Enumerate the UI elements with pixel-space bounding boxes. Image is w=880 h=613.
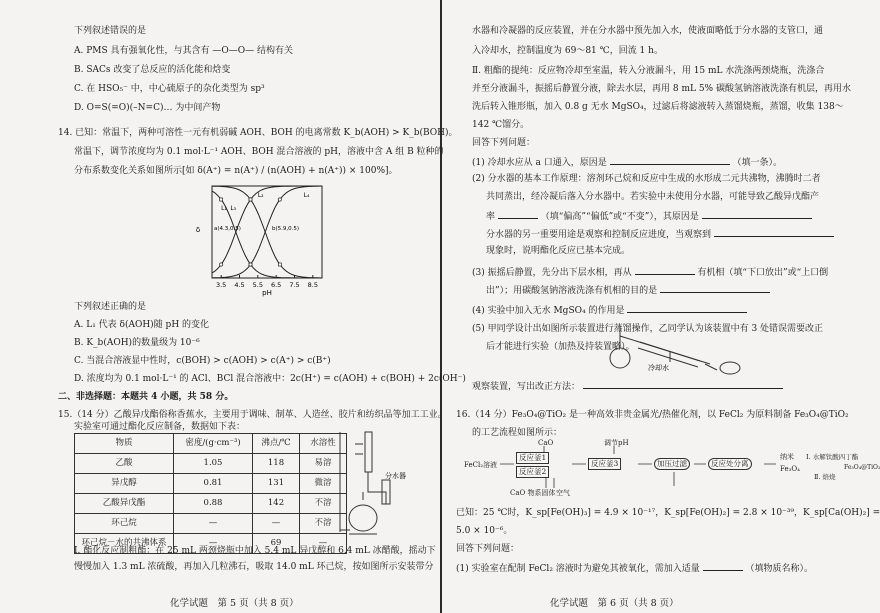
q15-step1-line2: 慢慢加入 1.3 mL 浓硫酸，再加入几粒沸石，吸取 14.0 mL 环己烷，按如图所示安装带分 <box>74 562 434 572</box>
table-header-cell: 沸点/℃ <box>253 434 300 454</box>
column-divider <box>440 0 442 613</box>
page-footer-left: 化学试题 第 5 页（共 8 页） <box>170 597 299 609</box>
q15-part3-line2 <box>486 282 770 300</box>
x-tick-label: 4.5 <box>234 281 245 289</box>
q16-line2: 的工艺流程如图所示： <box>472 428 563 438</box>
chart-annotation: a(4.3,0.5) <box>214 226 241 233</box>
flow-step-separate: 反应处分离 <box>708 458 752 470</box>
series-label: L₃ <box>230 204 237 212</box>
q15-part2-line5: 现象时，说明酯化反应已基本完成。 <box>486 246 631 256</box>
series-label: L₁ <box>221 204 227 212</box>
flow-reagent-cao: CaO <box>538 439 554 447</box>
distribution-chart <box>190 182 330 300</box>
flow-air: 空气 <box>556 489 570 497</box>
page-footer-right: 化学试题 第 6 页（共 8 页） <box>550 597 679 609</box>
q14-line3: 分布系数变化关系如图所示[如 δ(A⁺) = n(A⁺) / (n(AOH) + n(A⁺)) × 100%]。 <box>74 166 398 176</box>
q13-option-b: B. SACs 改变了总反应的活化能和焓变 <box>74 65 231 75</box>
answer-blank[interactable] <box>610 154 730 165</box>
q13-option-d: D. O=S(=O)(–N=C)… 为中间产物 <box>74 103 221 113</box>
q15-answer-prompt: 回答下列问题： <box>472 138 536 148</box>
table-cell: 微溶 <box>300 474 347 494</box>
table-cell: 不溶 <box>300 494 347 514</box>
process-flow-diagram <box>464 439 880 502</box>
y-axis-label: δ <box>195 226 201 234</box>
q14-option-b: B. K_b(AOH)的数量级为 10⁻⁶ <box>74 338 200 348</box>
q15-part3-text: (3) 振摇后静置，先分出下层水相，再从 <box>472 268 632 278</box>
table-cell: 69 <box>253 534 300 554</box>
data-point <box>278 263 281 266</box>
chart-annotation: b(5.9,0.5) <box>272 226 300 233</box>
q15-part2-text3: 分水器的另一重要用途是观察和控制反应进度，当观察到 <box>486 230 712 240</box>
q15-part2-line4 <box>486 226 834 244</box>
q15-line2: 实验室可通过酯化反应制备，数据如下表： <box>74 422 246 432</box>
q14-option-c: C. 当混合溶液显中性时，c(BOH) > c(AOH) > c(A⁺) > c(B⁺) <box>74 356 331 366</box>
table-row <box>75 514 347 534</box>
q16-known-line2: 5.0 × 10⁻⁶。 <box>456 526 513 536</box>
flow-step-reactor3: 反应釜3 <box>588 458 621 470</box>
table-cell: — <box>300 534 347 554</box>
flow-step-ii: Ⅱ. 焙烧 <box>814 473 836 481</box>
q15-part3-line1 <box>472 264 828 282</box>
flow-source: FeCl₂溶液 <box>464 461 498 469</box>
right-column <box>450 0 880 613</box>
table-row <box>75 494 347 514</box>
data-point <box>278 198 281 201</box>
q14-prompt: 下列叙述正确的是 <box>74 302 147 312</box>
table-cell: — <box>253 514 300 534</box>
table-cell: 142 <box>253 494 300 514</box>
table-cell: 1.05 <box>174 454 253 474</box>
data-point <box>220 198 223 201</box>
table-cell: 环己烷－水的共沸体系 <box>75 534 174 554</box>
table-cell: 0.88 <box>174 494 253 514</box>
section-heading: 二、非选择题：本题共 4 小题，共 58 分。 <box>58 392 234 402</box>
table-header-cell: 水溶性 <box>300 434 347 454</box>
q15-part2-line2: 共同蒸出，经冷凝后落入分水器中。若实验中未使用分水器，可能导致乙酸异戊酯产 <box>486 192 820 202</box>
table-header-cell: 密度/(g·cm⁻³) <box>174 434 253 454</box>
q16-answer-prompt: 回答下列问题： <box>456 544 520 554</box>
apparatus-label: 冷却水 <box>648 364 669 372</box>
reflux-apparatus-illustration <box>335 430 415 540</box>
flow-output: Fe₃O₄@TiO₂ <box>844 464 880 471</box>
q16-known-line1: 已知：25 ℃时，K_sp[Fe(OH)₃] = 4.9 × 10⁻¹⁷，K_sp[Fe(OH)₂] = 2.8 × 10⁻³⁹，K_sp[Ca(OH)₂] = <box>456 508 880 518</box>
x-tick-label: 6.5 <box>270 281 282 289</box>
q15-part2-text: 率 <box>486 212 496 222</box>
x-tick-label: 5.5 <box>252 281 264 289</box>
flow-byproduct: CaO 物系固体 <box>510 489 556 497</box>
table-cell: 乙酸异戊酯 <box>75 494 174 514</box>
answer-blank[interactable] <box>702 208 812 219</box>
series-label: L₄ <box>303 192 310 200</box>
q15-part5-text: 观察装置，写出改正方法： <box>472 382 581 392</box>
q15-step1-line1: Ⅰ. 酯化反应制粗酯：在 25 mL 两颈烧瓶中加入 5.4 mL 异戊醇和 6.4 mL 冰醋酸，摇动下 <box>74 546 436 556</box>
q15-step2-line2: 并至分液漏斗，振摇后静置分液，除去水层，再用 8 mL 5% 碳酸氢钠溶液洗涤有机层，再用水 <box>472 84 851 94</box>
q15-part4-text: (4) 实验中加入无水 MgSO₄ 的作用是 <box>472 306 625 316</box>
q15-part3-text2: 有机相（填“下口放出”或“上口倒 <box>697 268 829 278</box>
q16-part1-text: (1) 实验室在配制 FeCl₂ 溶液时为避免其被氧化，需加入适量 <box>456 564 700 574</box>
table-row <box>75 454 347 474</box>
flow-step-reactor1: 反应釜1 <box>516 452 549 464</box>
answer-blank[interactable] <box>660 282 770 293</box>
table-cell: — <box>174 514 253 534</box>
q14-option-a: A. L₁ 代表 δ(AOH)随 pH 的变化 <box>74 320 210 330</box>
properties-table <box>74 433 347 554</box>
table-header-row <box>75 434 347 454</box>
q15-part5-line1: (5) 甲同学设计出如图所示装置进行蒸馏操作，乙同学认为该装置中有 3 处错误需要改正 <box>472 324 824 334</box>
q15-part5-line2: 后才能进行实验（加热及持装置略）。 <box>486 342 635 352</box>
q13-option-a: A. PMS 具有强氧化性，与其含有 —O—O— 结构有关 <box>74 46 293 56</box>
q13-option-c: C. 在 HSO₅⁻ 中，中心硫原子的杂化类型为 sp³ <box>74 84 265 94</box>
flow-step-filter: 加压过滤 <box>654 458 690 470</box>
q14-line2: 常温下，调节浓度均为 0.1 mol·L⁻¹ AOH、BOH 混合溶液的 pH，溶液中含 A 组 B 粒种的 <box>74 147 444 157</box>
table-cell: 乙酸 <box>75 454 174 474</box>
table-cell: 131 <box>253 474 300 494</box>
q15-part1-text: (1) 冷却水应从 a 口通入，原因是 <box>472 158 607 168</box>
q15-part1-suffix: （填一条）。 <box>732 158 782 168</box>
data-point <box>249 198 252 201</box>
answer-blank[interactable] <box>583 378 783 389</box>
q15-part1 <box>472 154 782 172</box>
table-cell: 不溶 <box>300 514 347 534</box>
answer-blank[interactable] <box>498 208 538 219</box>
x-axis-label: pH <box>262 289 272 297</box>
table-cell: 异戊醇 <box>75 474 174 494</box>
q15-part2-line3 <box>486 208 812 226</box>
q15-part5-line3 <box>472 378 783 396</box>
q13-prompt: 下列叙述错误的是 <box>74 26 147 36</box>
x-tick-label: 7.5 <box>289 281 300 289</box>
q14-line1: 14. 已知：常温下，两种可溶性一元有机弱碱 AOH、BOH 的电离常数 K_b(AOH) > K_b(BOH)。 <box>58 128 458 138</box>
table-cell: 118 <box>253 454 300 474</box>
q15-step2-line3: 洗后转入锥形瓶，加入 0.8 g 无水 MgSO₄，过滤后将滤液转入蒸馏烧瓶，蒸馏，收集 138～ <box>472 102 844 112</box>
q14-option-d: D. 浓度均为 0.1 mol·L⁻¹ 的 ACl、BCl 混合溶液中：2c(H⁺) = c(AOH) + c(BOH) + 2c(OH⁻) <box>74 374 466 384</box>
q16-line1: 16.（14 分）Fe₃O₄@TiO₂ 是一种高效非贵金属光/热催化剂，以 FeCl₂ 为原料制备 Fe₃O₄@TiO₂ <box>456 410 849 420</box>
table-row <box>75 474 347 494</box>
q15-cont-line1: 水器和冷凝器的反应装置，并在分水器中预先加入水，使液面略低于分水器的支管口，通 <box>472 26 824 36</box>
q15-part2-line1: (2) 分水器的基本工作原理：溶剂环己烷和反应中生成的水形成二元共沸物，沸腾时二者 <box>472 174 821 184</box>
flow-reagent-ph: 调节pH <box>604 439 629 447</box>
table-header-cell: 物质 <box>75 434 174 454</box>
answer-blank[interactable] <box>627 302 747 313</box>
q16-part1 <box>456 560 813 578</box>
series-line <box>212 191 322 278</box>
answer-blank[interactable] <box>635 264 695 275</box>
flow-step-reactor2: 反应釜2 <box>516 466 549 478</box>
flow-step-i: Ⅰ. 水解钛酸四丁酯 <box>806 453 859 461</box>
apparatus-label: 分水器 <box>385 472 406 480</box>
q16-part1-suffix: （填物质名称）。 <box>745 564 814 574</box>
answer-blank[interactable] <box>703 560 743 571</box>
q15-line1: 15.（14 分）乙酸异戊酯俗称香蕉水，主要用于调味、制革、人造丝、胶片和纺织品等加工工业。 <box>58 410 447 420</box>
flow-product-formula: Fe₃O₄ <box>780 465 800 473</box>
table-cell: 易溶 <box>300 454 347 474</box>
data-point <box>249 263 252 266</box>
x-tick-label: 3.5 <box>215 281 227 289</box>
x-tick-label: 8.5 <box>307 281 319 289</box>
series-label: L₂ <box>257 192 264 200</box>
flow-product-label: 纳米 <box>780 453 794 461</box>
table-cell: 环己烷 <box>75 514 174 534</box>
q15-step2-line1: Ⅱ. 粗酯的提纯：反应物冷却至室温，转入分液漏斗，用 15 mL 水洗涤两颈烧瓶，洗涤合 <box>472 66 825 76</box>
distillation-apparatus-illustration <box>600 322 760 376</box>
q15-part2-text2: （填“偏高”“偏低”或“不变”），其原因是 <box>540 212 699 222</box>
table-cell: 0.81 <box>174 474 253 494</box>
q15-part4 <box>472 302 747 320</box>
q15-step2-line4: 142 ℃馏分。 <box>472 120 530 130</box>
data-point <box>220 263 223 266</box>
q15-cont-line2: 入冷却水，控制温度为 69～81 ℃，回流 1 h。 <box>472 46 663 56</box>
q15-part3-text3: 出”）；用碳酸氢钠溶液洗涤有机相的目的是 <box>486 286 658 296</box>
table-cell: — <box>174 534 253 554</box>
answer-blank[interactable] <box>714 226 834 237</box>
